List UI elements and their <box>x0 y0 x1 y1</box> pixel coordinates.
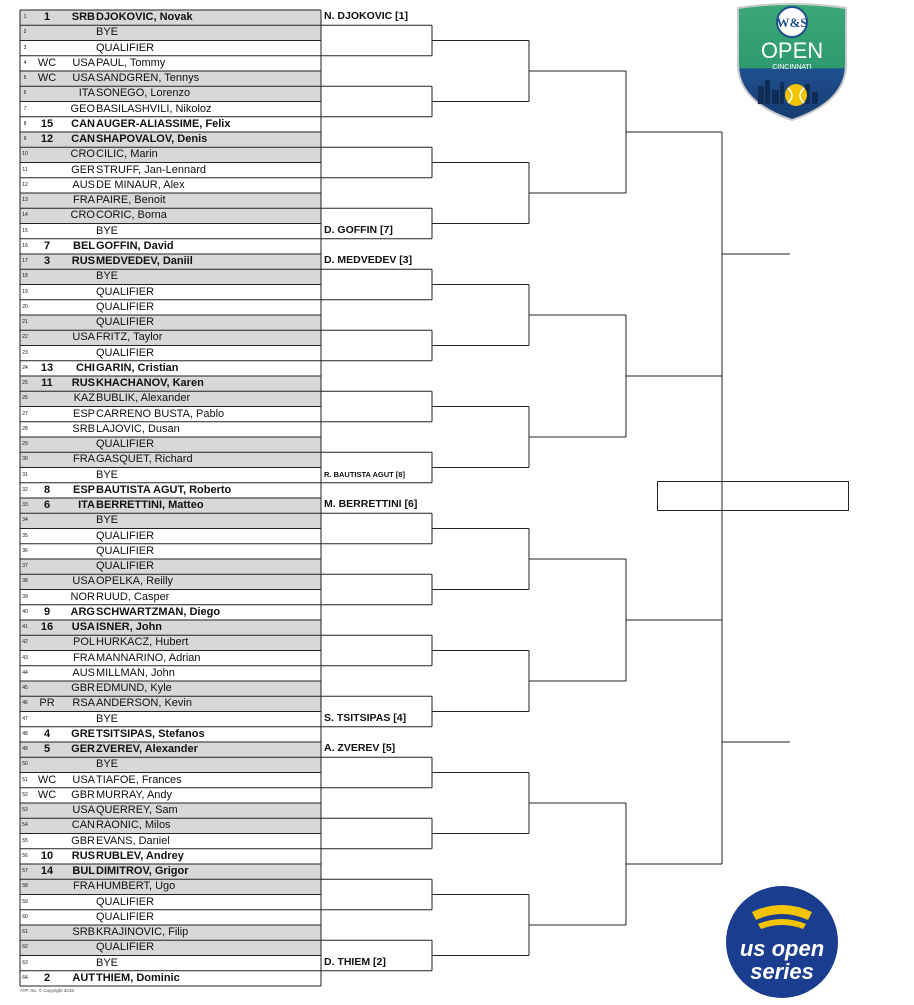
draw-position-number: 19 <box>22 288 28 295</box>
country-code: USA <box>72 56 95 69</box>
player-name: QUALIFIER <box>96 529 155 542</box>
draw-position-number: 49 <box>22 746 28 752</box>
player-name: SCHWARTZMAN, Diego <box>96 605 221 618</box>
country-code: FRA <box>73 194 95 206</box>
draw-position-number: 30 <box>22 456 28 463</box>
draw-position-number: 4 <box>23 59 27 66</box>
draw-position-number: 14 <box>22 212 28 219</box>
country-code: SRB <box>72 422 95 435</box>
draw-position-number: 35 <box>22 532 28 539</box>
country-code: CHI <box>76 361 95 374</box>
draw-position-number: 18 <box>22 273 28 280</box>
draw-position-number: 51 <box>22 776 28 783</box>
player-name: EDMUND, Kyle <box>96 682 172 694</box>
player-name: QUERREY, Sam <box>96 804 178 816</box>
player-name: BAUTISTA AGUT, Roberto <box>96 483 232 496</box>
draw-position-number: 8 <box>23 120 27 127</box>
country-code: POL <box>72 636 95 649</box>
player-name: QUALIFIER <box>96 346 155 359</box>
ws-main-text: OPEN <box>760 38 824 63</box>
country-code: GBR <box>71 788 95 801</box>
country-code: NOR <box>70 590 95 603</box>
draw-position-number: 56 <box>22 852 28 859</box>
seed-label: 16 <box>40 621 54 633</box>
player-name: BYE <box>96 758 119 771</box>
seed-label: 9 <box>43 605 51 618</box>
seed-label: 8 <box>43 483 51 496</box>
draw-position-number: 20 <box>22 303 28 310</box>
player-name: BASILASHVILI, Nikoloz <box>96 102 212 115</box>
player-name: TIAFOE, Frances <box>96 773 182 786</box>
player-name: SONEGO, Lorenzo <box>96 87 191 100</box>
country-code: AUS <box>72 666 95 679</box>
series-text: series <box>750 959 814 984</box>
country-code: CAN <box>71 117 95 130</box>
round1-winner: A. ZVEREV [5] <box>324 742 396 754</box>
player-name: BYE <box>96 270 119 283</box>
country-code: CAN <box>71 133 95 145</box>
country-code: USA <box>72 331 95 344</box>
player-name: SHAPOVALOV, Denis <box>96 133 208 145</box>
draw-position-number: 50 <box>22 761 28 768</box>
draw-position-number: 48 <box>22 730 28 737</box>
player-name: DIMITROV, Grigor <box>96 865 189 877</box>
draw-position-number: 53 <box>22 807 28 813</box>
draw-position-number: 1 <box>23 14 27 20</box>
player-name: ISNER, John <box>96 621 163 633</box>
country-code: GER <box>71 743 95 755</box>
us-open-series-logo <box>722 884 842 1000</box>
player-name: CARRENO BUSTA, Pablo <box>96 407 225 420</box>
country-code: BUL <box>72 865 95 877</box>
draw-position-number: 63 <box>22 959 28 966</box>
player-name: QUALIFIER <box>96 895 155 908</box>
country-code: GBR <box>71 682 95 694</box>
country-code: RSA <box>72 697 95 710</box>
seed-label: 3 <box>43 255 51 267</box>
player-name: BYE <box>96 224 119 237</box>
round1-winner: N. DJOKOVIC [1] <box>324 10 409 22</box>
player-name: STRUFF, Jan-Lennard <box>96 163 207 176</box>
player-name: BYE <box>96 468 119 481</box>
seed-label: 12 <box>40 133 54 145</box>
draw-position-number: 27 <box>22 410 28 417</box>
draw-position-number: 62 <box>22 944 28 951</box>
draw-position-number: 38 <box>22 578 28 585</box>
round1-winner: S. TSITSIPAS [4] <box>324 711 407 724</box>
round1-winner: D. GOFFIN [7] <box>324 223 393 236</box>
country-code: USA <box>72 72 95 84</box>
player-name: AUGER-ALIASSIME, Felix <box>96 117 231 130</box>
country-code: FRA <box>73 651 95 664</box>
draw-position-number: 16 <box>22 242 28 249</box>
player-name: HURKACZ, Hubert <box>96 636 189 649</box>
seed-label: 10 <box>40 849 54 862</box>
country-code: FRA <box>73 453 95 466</box>
round1-winner: M. BERRETTINI [6] <box>324 498 418 510</box>
country-code: USA <box>71 621 95 633</box>
draw-position-number: 21 <box>22 319 28 325</box>
country-code: ITA <box>78 499 95 511</box>
round1-winner: D. MEDVEDEV [3] <box>324 254 413 266</box>
seed-label: WC <box>37 56 57 69</box>
ws-open-logo <box>734 2 850 122</box>
ws-top-text: W&S <box>776 15 808 30</box>
draw-position-number: 55 <box>22 837 28 844</box>
draw-position-number: 25 <box>22 380 28 386</box>
draw-position-number: 17 <box>22 258 28 264</box>
player-name: BYE <box>96 712 119 725</box>
draw-position-number: 60 <box>22 913 28 920</box>
country-code: ARG <box>70 605 95 618</box>
player-name: QUALIFIER <box>96 300 155 313</box>
country-code: CRO <box>70 148 95 161</box>
draw-position-number: 22 <box>22 334 28 341</box>
country-code: USA <box>72 804 95 816</box>
player-name: ANDERSON, Kevin <box>96 697 192 710</box>
player-name: BYE <box>96 514 119 527</box>
country-code: GEO <box>70 102 95 115</box>
country-code: AUS <box>72 178 95 191</box>
draw-position-number: 15 <box>22 227 28 234</box>
round1-winner: D. THIEM [2] <box>324 955 386 968</box>
draw-position-number: 54 <box>22 822 28 829</box>
player-name: QUALIFIER <box>96 316 155 328</box>
draw-position-number: 42 <box>22 639 28 646</box>
player-name: QUALIFIER <box>96 438 155 450</box>
draw-position-number: 61 <box>22 929 28 935</box>
draw-position-number: 31 <box>22 471 28 478</box>
player-name: TSITSIPAS, Stefanos <box>96 727 205 740</box>
country-code: USA <box>72 575 95 588</box>
player-name: GARIN, Cristian <box>96 361 179 374</box>
player-name: BUBLIK, Alexander <box>96 392 191 405</box>
draw-position-number: 10 <box>22 151 28 158</box>
draw-position-number: 41 <box>22 624 28 630</box>
player-name: GOFFIN, David <box>96 239 174 252</box>
player-name: FRITZ, Taylor <box>96 331 163 344</box>
player-name: QUALIFIER <box>96 941 155 954</box>
draw-position-number: 34 <box>22 517 28 524</box>
draw-position-number: 45 <box>22 685 28 691</box>
country-code: RUS <box>71 849 95 862</box>
player-name: QUALIFIER <box>96 560 155 572</box>
country-code: CAN <box>71 819 95 832</box>
country-code: ESP <box>72 407 95 420</box>
player-name: GASQUET, Richard <box>96 453 193 466</box>
country-code: AUT <box>72 971 95 984</box>
seed-label: WC <box>37 773 57 786</box>
seed-label: WC <box>37 72 57 84</box>
draw-position-number: 43 <box>22 654 28 661</box>
player-name: CILIC, Marin <box>96 148 158 161</box>
draw-position-number: 64 <box>22 974 28 981</box>
country-code: RUS <box>71 377 95 389</box>
draw-position-number: 2 <box>23 29 27 36</box>
draw-position-number: 52 <box>22 791 28 798</box>
player-name: QUALIFIER <box>96 285 155 298</box>
country-code: GBR <box>71 834 95 847</box>
draw-position-number: 57 <box>22 868 28 874</box>
seed-label: WC <box>37 788 57 801</box>
draw-position-number: 28 <box>22 425 28 432</box>
player-name: QUALIFIER <box>96 41 155 54</box>
draw-position-number: 40 <box>22 608 28 615</box>
country-code: FRA <box>73 880 95 893</box>
player-name: SANDGREN, Tennys <box>96 72 200 84</box>
champion-box <box>657 481 849 511</box>
player-name: BERRETTINI, Matteo <box>96 499 204 511</box>
draw-position-number: 9 <box>23 136 27 142</box>
player-name: CORIC, Borna <box>96 209 167 222</box>
country-code: RUS <box>71 255 95 267</box>
draw-position-number: 3 <box>23 44 27 51</box>
seed-label: 7 <box>43 239 51 252</box>
draw-position-number: 6 <box>23 90 27 97</box>
player-name: RUBLEV, Andrey <box>96 849 184 862</box>
ws-sub-text: CINCINNATI <box>772 64 812 71</box>
country-code: ITA <box>78 87 95 100</box>
draw-position-number: 23 <box>22 349 28 356</box>
player-name: RUUD, Casper <box>96 590 170 603</box>
player-name: LAJOVIC, Dusan <box>96 422 180 435</box>
player-name: OPELKA, Reilly <box>96 575 174 588</box>
country-code: GER <box>71 163 95 176</box>
draw-position-number: 7 <box>23 105 27 112</box>
country-code: SRB <box>72 926 95 938</box>
player-name: DE MINAUR, Alex <box>96 178 185 191</box>
player-name: THIEM, Dominic <box>96 971 180 984</box>
seed-label: 5 <box>43 743 51 755</box>
seed-label: 4 <box>43 727 51 740</box>
draw-position-number: 46 <box>22 700 28 707</box>
draw-position-number: 44 <box>22 669 28 676</box>
country-code: BEL <box>73 239 95 252</box>
seed-label: 1 <box>43 11 51 23</box>
player-name: PAIRE, Benoit <box>96 194 166 206</box>
draw-position-number: 47 <box>22 715 28 722</box>
draw-position-number: 59 <box>22 898 28 905</box>
country-code: CRO <box>70 209 95 222</box>
player-name: MANNARINO, Adrian <box>96 651 201 664</box>
player-name: PAUL, Tommy <box>96 56 166 69</box>
copyright-notice: ATP, Inc. © Copyright 2019 <box>20 988 74 993</box>
player-name: KRAJINOVIC, Filip <box>96 926 189 938</box>
draw-position-number: 26 <box>22 395 28 402</box>
country-code: ESP <box>72 483 95 496</box>
draw-position-number: 29 <box>22 441 28 447</box>
player-name: HUMBERT, Ugo <box>96 880 176 893</box>
seed-label: 14 <box>40 865 54 877</box>
draw-position-number: 33 <box>22 502 28 508</box>
seed-label: 2 <box>43 971 51 984</box>
draw-position-number: 58 <box>22 883 28 890</box>
draw-position-number: 36 <box>22 547 28 554</box>
draw-position-number: 5 <box>23 75 27 81</box>
player-name: MURRAY, Andy <box>96 788 173 801</box>
player-name: KHACHANOV, Karen <box>96 377 204 389</box>
draw-position-number: 13 <box>22 197 28 203</box>
draw-position-number: 32 <box>22 486 28 493</box>
player-name: EVANS, Daniel <box>96 834 170 847</box>
draw-position-number: 11 <box>22 166 28 173</box>
country-code: GRE <box>71 727 95 740</box>
round1-winner: R. BAUTISTA AGUT [8] <box>324 469 405 479</box>
seed-label: 13 <box>40 361 54 374</box>
seed-label: 11 <box>41 377 53 389</box>
draw-position-number: 24 <box>22 364 28 371</box>
us-open-text: us open <box>739 936 825 961</box>
player-name: RAONIC, Milos <box>96 819 171 832</box>
player-name: QUALIFIER <box>96 910 155 923</box>
draw-position-number: 39 <box>22 593 28 600</box>
draw-position-number: 12 <box>22 181 28 188</box>
seed-label: 6 <box>43 499 51 511</box>
player-name: DJOKOVIC, Novak <box>96 11 193 23</box>
player-name: QUALIFIER <box>96 544 155 557</box>
player-name: ZVEREV, Alexander <box>96 743 198 755</box>
player-name: BYE <box>96 26 119 39</box>
draw-position-number: 37 <box>22 563 28 569</box>
country-code: KAZ <box>73 392 95 405</box>
seed-label: 15 <box>40 117 54 130</box>
player-name: MILLMAN, John <box>96 666 175 679</box>
player-name: BYE <box>96 956 119 969</box>
player-name: MEDVEDEV, Daniil <box>96 255 193 267</box>
country-code: USA <box>72 773 95 786</box>
seed-label: PR <box>39 697 55 710</box>
country-code: SRB <box>71 11 95 23</box>
